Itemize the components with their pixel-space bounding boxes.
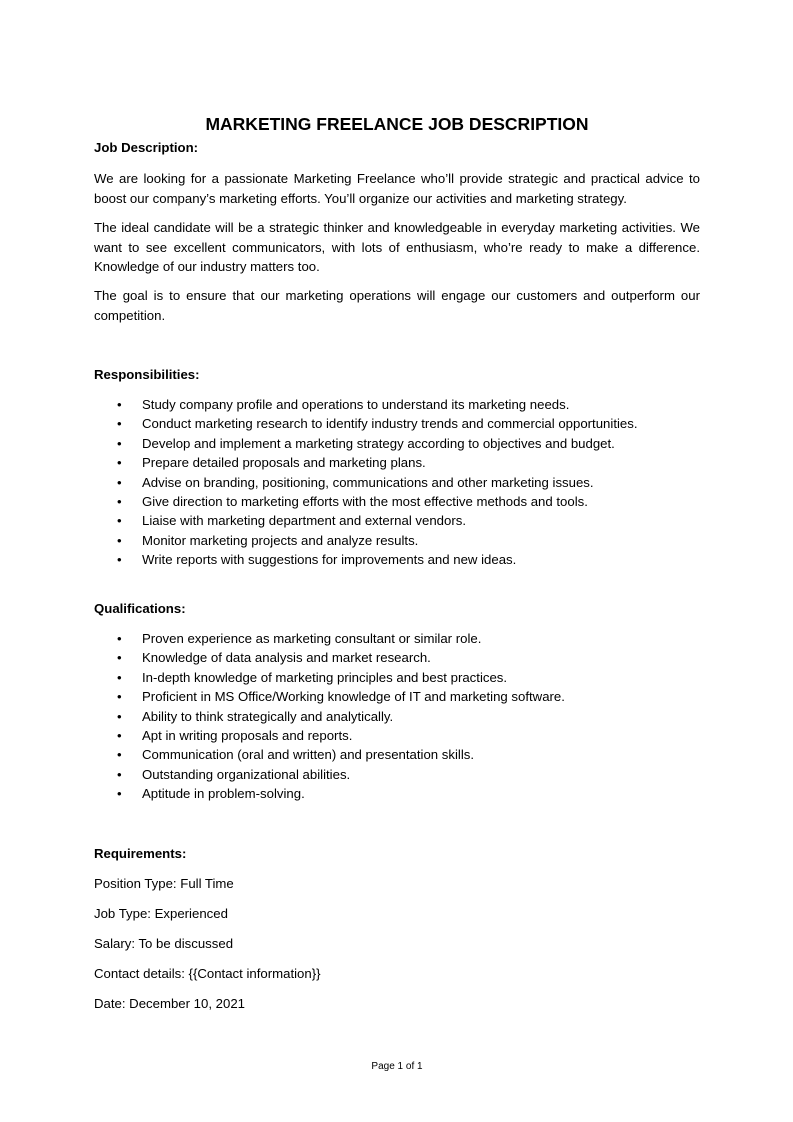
bullet-icon: • bbox=[117, 397, 122, 412]
qualifications-heading: Qualifications: bbox=[94, 601, 186, 616]
list-item bbox=[94, 745, 700, 764]
list-item bbox=[94, 687, 700, 706]
list-item-text: Conduct marketing research to identify industry trends and commercial opportunities. bbox=[142, 416, 638, 432]
list-item-text: In-depth knowledge of marketing principles and best practices. bbox=[142, 669, 508, 685]
job-description-paragraph-1: We are looking for a passionate Marketing Freelance who’ll provide strategic and practical advice to boost our company’s marketing efforts. You’ll organize our activities and marketing strategy. bbox=[94, 171, 700, 206]
list-item-text: Proficient in MS Office/Working knowledge of IT and marketing software. bbox=[142, 689, 565, 705]
requirements-heading: Requirements: bbox=[94, 846, 187, 861]
list-item-text: Aptitude in problem-solving. bbox=[142, 786, 305, 802]
bullet-icon: • bbox=[117, 747, 122, 763]
list-item bbox=[94, 531, 700, 550]
list-item-text: Prepare detailed proposals and marketing plans. bbox=[142, 455, 426, 471]
document-title: MARKETING FREELANCE JOB DESCRIPTION bbox=[205, 114, 589, 134]
list-item-text: Give direction to marketing efforts with the most effective methods and tools. bbox=[142, 493, 588, 509]
list-item bbox=[94, 726, 700, 745]
bullet-icon: • bbox=[117, 435, 122, 451]
list-item bbox=[94, 550, 700, 569]
list-item bbox=[94, 414, 700, 433]
job-description-heading: Job Description: bbox=[94, 140, 199, 155]
responsibilities-list bbox=[94, 395, 700, 570]
job-type: Job Type: Experienced bbox=[94, 906, 228, 921]
date: Date: December 10, 2021 bbox=[94, 996, 246, 1011]
list-item-text: Study company profile and operations to understand its marketing needs. bbox=[142, 397, 570, 412]
bullet-icon: • bbox=[117, 708, 122, 724]
bullet-icon: • bbox=[117, 689, 122, 705]
bullet-icon: • bbox=[117, 766, 122, 782]
list-item-text: Develop and implement a marketing strategy according to objectives and budget. bbox=[142, 435, 615, 451]
list-item bbox=[94, 784, 700, 803]
list-item-text: Proven experience as marketing consultant or similar role. bbox=[142, 631, 482, 646]
qualifications-list bbox=[94, 629, 700, 804]
job-description-paragraph-2: The ideal candidate will be a strategic thinker and knowledgeable in everyday marketing activities. We want to see excellent communicators, with lots of enthusiasm, who’re ready to make a difference. Knowledge of our industry matters too. bbox=[94, 220, 700, 274]
page-footer: Page 1 of 1 bbox=[371, 1061, 423, 1072]
list-item bbox=[94, 434, 700, 453]
list-item bbox=[94, 511, 700, 530]
bullet-icon: • bbox=[117, 727, 122, 743]
list-item bbox=[94, 648, 700, 667]
list-item-text: Monitor marketing projects and analyze results. bbox=[142, 532, 419, 548]
list-item bbox=[94, 492, 700, 511]
bullet-icon: • bbox=[117, 669, 122, 685]
list-item bbox=[94, 473, 700, 492]
list-item bbox=[94, 707, 700, 726]
bullet-icon: • bbox=[117, 493, 122, 509]
list-item-text: Apt in writing proposals and reports. bbox=[142, 727, 353, 743]
list-item-text: Outstanding organizational abilities. bbox=[142, 766, 351, 782]
bullet-icon: • bbox=[117, 532, 122, 548]
document-page bbox=[94, 0, 700, 1122]
bullet-icon: • bbox=[117, 416, 122, 432]
bullet-icon: • bbox=[117, 786, 122, 802]
responsibilities-heading: Responsibilities: bbox=[94, 367, 200, 382]
list-item bbox=[94, 453, 700, 472]
list-item-text: Communication (oral and written) and presentation skills. bbox=[142, 747, 475, 763]
bullet-icon: • bbox=[117, 513, 122, 529]
list-item-text: Liaise with marketing department and external vendors. bbox=[142, 513, 467, 529]
list-item bbox=[94, 668, 700, 687]
salary: Salary: To be discussed bbox=[94, 936, 234, 951]
list-item-text: Advise on branding, positioning, communications and other marketing issues. bbox=[142, 474, 594, 490]
bullet-icon: • bbox=[117, 552, 122, 568]
list-item-text: Write reports with suggestions for improvements and new ideas. bbox=[142, 552, 517, 568]
bullet-icon: • bbox=[117, 455, 122, 471]
list-item bbox=[94, 765, 700, 784]
position-type: Position Type: Full Time bbox=[94, 876, 234, 891]
list-item bbox=[94, 395, 700, 414]
job-description-paragraph-3: The goal is to ensure that our marketing operations will engage our customers and outperform our competition. bbox=[94, 288, 700, 323]
list-item bbox=[94, 629, 700, 648]
list-item-text: Ability to think strategically and analytically. bbox=[142, 708, 394, 724]
list-item-text: Knowledge of data analysis and market research. bbox=[142, 650, 431, 666]
bullet-icon: • bbox=[117, 631, 122, 646]
bullet-icon: • bbox=[117, 474, 122, 490]
bullet-icon: • bbox=[117, 650, 122, 666]
contact-details: Contact details: {{Contact information}} bbox=[94, 966, 321, 981]
